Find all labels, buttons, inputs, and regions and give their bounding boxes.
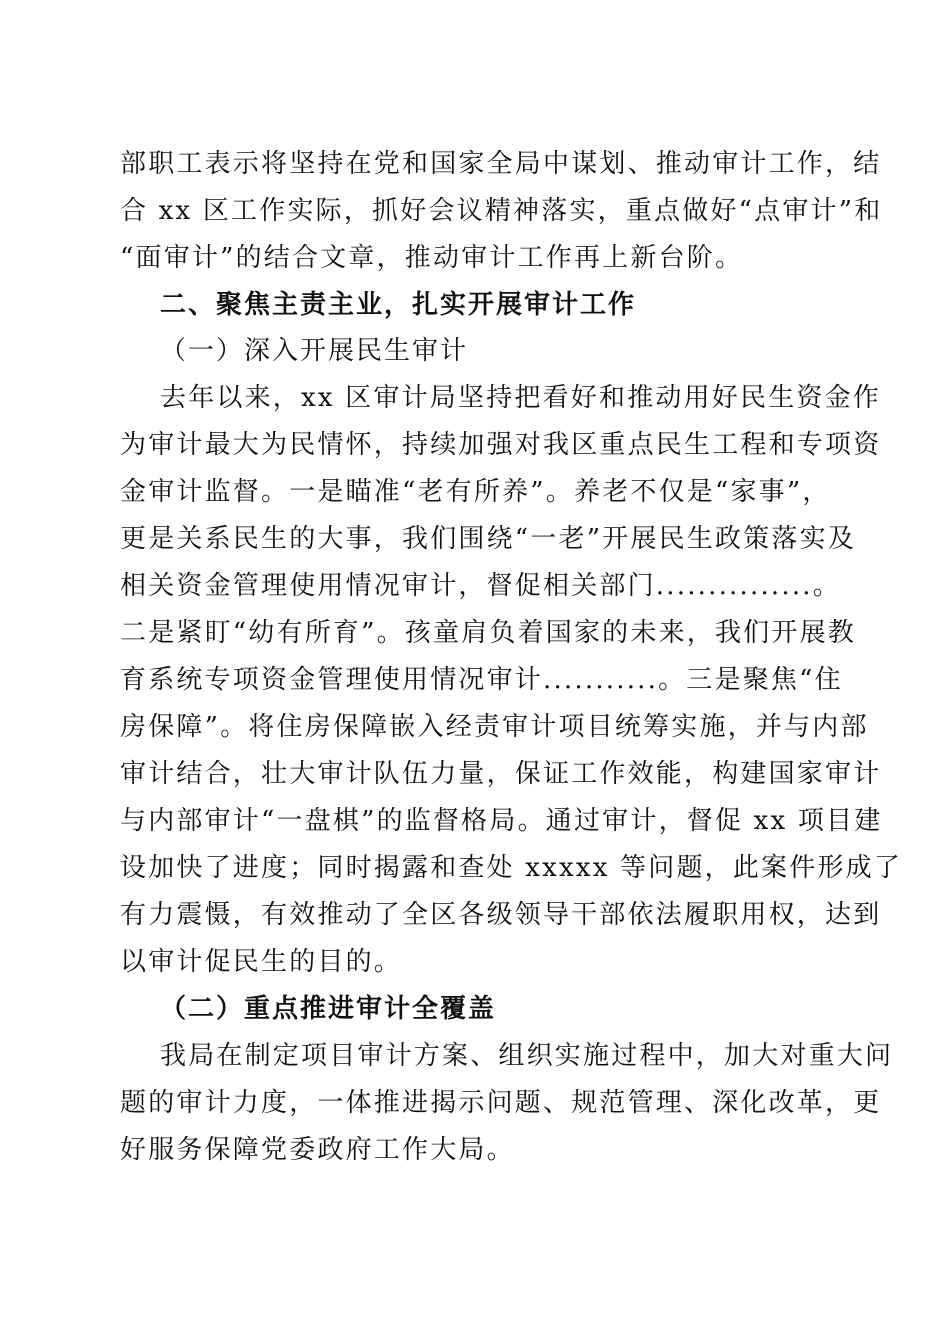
paragraph-line: 审计结合，壮大审计队伍力量，保证工作效能，构建国家审计 — [120, 759, 882, 789]
paragraph-line: 部职工表示将坚持在党和国家全局中谋划、推动审计工作，结 — [120, 149, 882, 179]
paragraph-line: 金审计监督。一是瞄准“老有所养”。养老不仅是“家事”， — [120, 477, 831, 507]
section-heading: 二、聚焦主责主业，扎实开展审计工作 — [160, 290, 637, 320]
paragraph-line: 更是关系民生的大事，我们围绕“一老”开展民生政策落实及 — [120, 524, 856, 554]
paragraph-line: “面审计”的结合文章，推动审计工作再上新台阶。 — [120, 243, 744, 273]
paragraph-line: 我局在制定项目审计方案、组织实施过程中，加大对重大问 — [160, 1041, 894, 1071]
paragraph-line: 有力震慑，有效推动了全区各级领导干部依法履职用权，达到 — [120, 900, 882, 930]
paragraph-line: 相关资金管理使用情况审计，督促相关部门...............。 — [120, 571, 841, 601]
paragraph-line: 房保障”。将住房保障嵌入经责审计项目统筹实施，并与内部 — [120, 712, 869, 742]
subsection-heading: （二）重点推进审计全覆盖 — [160, 994, 497, 1024]
paragraph-line: 与内部审计“一盘棋”的监督格局。通过审计，督促 xx 项目建 — [120, 806, 883, 836]
paragraph-line: 合 xx 区工作实际，抓好会议精神落实，重点做好“点审计”和 — [120, 196, 883, 226]
paragraph-line: 二是紧盯“幼有所育”。孩童肩负着国家的未来，我们开展教 — [120, 618, 856, 648]
paragraph-line: 设加快了进度；同时揭露和查处 xxxxx 等问题，此案件形成了 — [120, 853, 903, 883]
paragraph-line: 题的审计力度，一体推进揭示问题、规范管理、深化改革，更 — [120, 1088, 882, 1118]
paragraph-line: 为审计最大为民情怀，持续加强对我区重点民生工程和专项资 — [120, 430, 882, 460]
paragraph-line: 以审计促民生的目的。 — [120, 947, 403, 977]
paragraph-line: 好服务保障党委政府工作大局。 — [120, 1135, 515, 1165]
subsection-heading: （一）深入开展民生审计 — [160, 336, 469, 366]
paragraph-line: 去年以来，xx 区审计局坚持把看好和推动用好民生资金作 — [160, 383, 881, 413]
paragraph-line: 育系统专项资金管理使用情况审计...........。三是聚焦“住 — [120, 665, 843, 695]
